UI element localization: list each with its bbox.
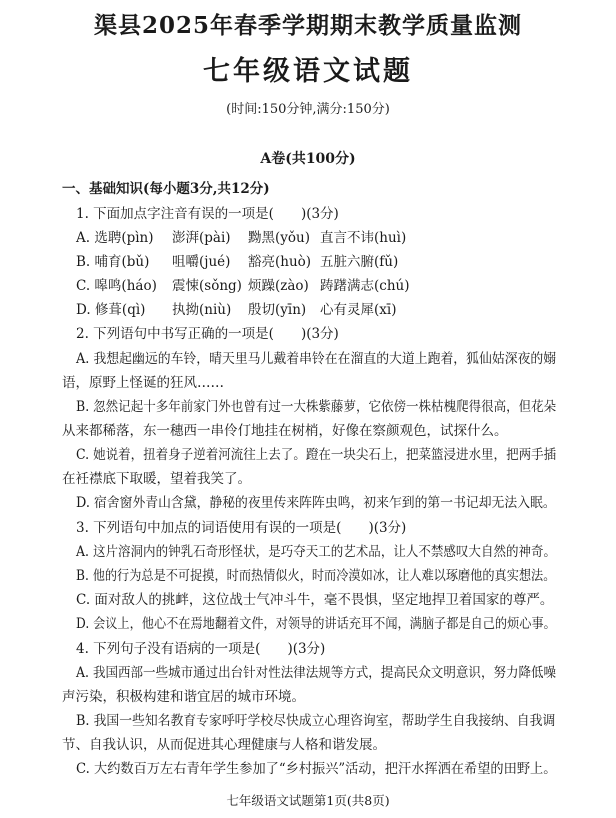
q4-line: 声污染，积极构建和谐宜居的城市环境。: [62, 689, 305, 705]
q2-line: C. 她说着，扭着身子逆着河流往上去了。蹬在一块尖石上，把菜篮浸进水里，把两手插: [76, 447, 557, 463]
q2-line: 在衽襟底下取暖，望着我笑了。: [62, 471, 251, 487]
q3-line: C. 面对敌人的挑衅，这位战士气冲斗牛，毫不畏惧，坚定地捍卫着国家的尊严。: [76, 592, 554, 608]
volume-title: A卷(共100分): [260, 151, 356, 167]
q1-b-2: 咀嚼(jué): [172, 254, 231, 270]
q2-line: B. 忽然记起十多年前家门外也曾有过一大株紫藤萝，它依傍一株枯槐爬得很高，但花朵: [76, 399, 557, 415]
q3-line: D. 会议上，他心不在焉地翻着文件，对领导的讲话充耳不闻，满脑子都是自己的烦心事。: [76, 616, 556, 632]
q2-line: D. 宿舍窗外青山含黛，静秘的夜里传来阵阵虫鸣，初来乍到的第一书记却无法入眠。: [76, 495, 556, 511]
q2-line: 语，原野上怪诞的狂风……: [62, 375, 224, 391]
subject-title: 七年级语文试题: [203, 56, 413, 87]
time-info: (时间:150分钟,满分:150分): [226, 102, 390, 117]
q1-a-4: 直言不讳(huì): [320, 230, 407, 246]
q1-b-3: 豁亮(huò): [248, 254, 312, 270]
q3-stem: 3. 下列语句中加点的词语使用有误的一项是( )(3分): [76, 520, 407, 536]
q1-d-3: 殷切(yīn): [248, 302, 307, 318]
exam-title: 渠县2025年春季学期期末教学质量监测: [93, 12, 522, 39]
q3-line: A. 这片溶洞内的钟乳石奇形怪状，是巧夺天工的艺术品，让人不禁感叹大自然的神奇。: [76, 544, 557, 560]
q4-stem: 4. 下列句子没有语病的一项是( )(3分): [76, 641, 326, 657]
q1-b-4: 五脏六腑(fǔ): [320, 254, 399, 270]
q1-stem: 1. 下面加点字注音有误的一项是( )(3分): [76, 206, 339, 222]
q4-line: B. 我国一些知名教育专家呼吁学校尽快成立心理咨询室，帮助学生自我接纳、自我调: [76, 713, 556, 729]
q2-stem: 2. 下列语句中书写正确的一项是( )(3分): [76, 326, 339, 342]
q2-line: A. 我想起幽远的车铃，晴天里马儿戴着串铃在在溜直的大道上跑着，狐仙姑深夜的嫋: [76, 351, 557, 367]
section-title: 一、基础知识(每小题3分,共12分): [62, 181, 270, 197]
q3-line: B. 他的行为总是不可捉摸，时而热情似火，时而冷漠如冰，让人难以琢磨他的真实想法。: [76, 568, 556, 584]
q1-c-4: 踌躇满志(chú): [320, 278, 410, 294]
q1-a-3: 黝黑(yǒu): [248, 230, 310, 246]
q1-c-2: 震悚(sǒng): [172, 278, 242, 294]
q4-line: C. 大约数百万左右青年学生参加了“乡村振兴”活动，把汗水挥洒在希望的田野上。: [76, 761, 557, 777]
q1-c-1: C. 嗥鸣(háo): [76, 278, 157, 294]
q1-b-1: B. 哺育(bǔ): [76, 254, 150, 270]
q1-d-2: 执拗(niù): [172, 302, 232, 318]
q2-line: 从来都稀落，东一穗西一串伶仃地挂在树梢，好像在察颜观色，试探什么。: [62, 423, 508, 439]
q4-line: 节、自我认识，从而促进其心理健康与人格和谐发展。: [62, 737, 386, 753]
q1-a-1: A. 选聘(pìn): [76, 230, 154, 246]
q1-d-4: 心有灵犀(xī): [320, 302, 397, 318]
q1-d-1: D. 修葺(qì): [76, 302, 146, 318]
q4-line: A. 我国西部一些城市通过出台针对性法律法规等方式，提高民众文明意识，努力降低噪: [76, 665, 557, 681]
page-footer: 七年级语文试题第1页(共8页): [226, 793, 390, 808]
q1-c-3: 烦躁(zào): [248, 278, 309, 294]
q1-a-2: 澎湃(pài): [172, 230, 231, 246]
